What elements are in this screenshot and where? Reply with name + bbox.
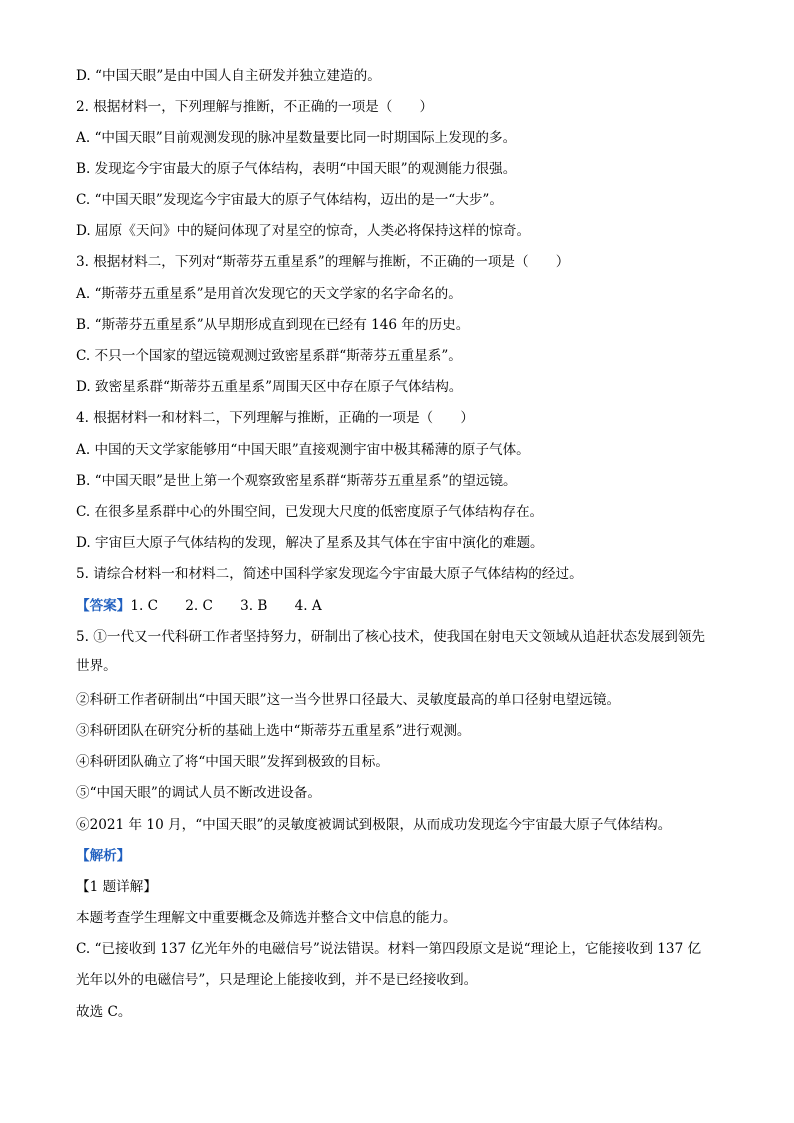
q5-answer-line: ②科研工作者研制出“中国天眼”这一当今世界口径最大、灵敏度最高的单口径射电望远镜。 — [76, 692, 621, 708]
option-3c: C. 不只一个国家的望远镜观测过致密星系群“斯蒂芬五重星系”。 — [76, 348, 462, 364]
q5-answer-line: ④科研团队确立了将“中国天眼”发挥到极致的目标。 — [76, 754, 389, 770]
option-3a: A. “斯蒂芬五重星系”是用首次发现它的天文学家的名字命名的。 — [76, 286, 462, 302]
q5-answer-line: ⑥2021 年 10 月，“中国天眼”的灵敏度被调试到极限，从而成功发现迄今宇宙最大原子气体结构。 — [76, 817, 672, 833]
question-2: 2. 根据材料一，下列理解与推断，不正确的一项是（ ） — [76, 99, 434, 115]
option-2d: D. 屈原《天问》中的疑问体现了对星空的惊奇，人类必将保持这样的惊奇。 — [76, 223, 531, 239]
option-2a: A. “中国天眼”目前观测发现的脉冲星数量要比同一时期国际上发现的多。 — [76, 130, 517, 146]
detail-line: 光年以外的电磁信号”，只是理论上能接收到，并不是已经接收到。 — [76, 972, 478, 988]
q5-answer-line: 世界。 — [76, 658, 117, 674]
option-3d: D. 致密星系群“斯蒂芬五重星系”周围天区中存在原子气体结构。 — [76, 379, 463, 395]
answer-line — [76, 596, 754, 616]
q5-answer-line: 5. ①一代又一代科研工作者坚持努力，研制出了核心技术，使我国在射电天文领域从追赶状态发展到领先 — [76, 629, 706, 645]
detail-line: 故选 C。 — [76, 1004, 132, 1020]
option-4d: D. 宇宙巨大原子气体结构的发现，解决了星系及其气体在宇宙中演化的难题。 — [76, 535, 544, 551]
analysis-heading — [76, 846, 754, 866]
q5-answer-line: ⑤“中国天眼”的调试人员不断改进设备。 — [76, 785, 321, 801]
analysis-tag: 【解析】 — [76, 848, 131, 864]
option-4c: C. 在很多星系群中心的外围空间，已发现大尺度的低密度原子气体结构存在。 — [76, 504, 544, 520]
detail-line: 本题考查学生理解文中重要概念及筛选并整合文中信息的能力。 — [76, 910, 457, 926]
option-4b: B. “中国天眼”是世上第一个观察致密星系群“斯蒂芬五重星系”的望远镜。 — [76, 473, 517, 489]
detail-line: C. “已接收到 137 亿光年外的电磁信号”说法错误。材料一第四段原文是说“理论上，它能接收到 137 亿 — [76, 941, 702, 957]
question-3: 3. 根据材料二，下列对“斯蒂芬五重星系”的理解与推断，不正确的一项是（ ） — [76, 254, 570, 270]
answer-tag: 【答案】 — [76, 598, 131, 614]
question-5: 5. 请综合材料一和材料二，简述中国科学家发现迄今宇宙最大原子气体结构的经过。 — [76, 566, 583, 582]
option-1d: D. “中国天眼”是由中国人自主研发并独立建造的。 — [76, 68, 381, 84]
option-4a: A. 中国的天文学家能够用“中国天眼”直接观测宇宙中极其稀薄的原子气体。 — [76, 442, 530, 458]
option-3b: B. “斯蒂芬五重星系”从早期形成直到现在已经有 146 年的历史。 — [76, 317, 470, 333]
option-2b: B. 发现迄今宇宙最大的原子气体结构，表明“中国天眼”的观测能力很强。 — [76, 161, 517, 177]
q5-answer-line: ③科研团队在研究分析的基础上选中“斯蒂芬五重星系”进行观测。 — [76, 723, 471, 739]
detail-heading: 【1 题详解】 — [76, 879, 157, 895]
question-4: 4. 根据材料一和材料二，下列理解与推断，正确的一项是（ ） — [76, 410, 474, 426]
answer-text: 1. C 2. C 3. B 4. A — [130, 598, 322, 614]
option-2c: C. “中国天眼”发现迄今宇宙最大的原子气体结构，迈出的是一“大步”。 — [76, 192, 503, 208]
